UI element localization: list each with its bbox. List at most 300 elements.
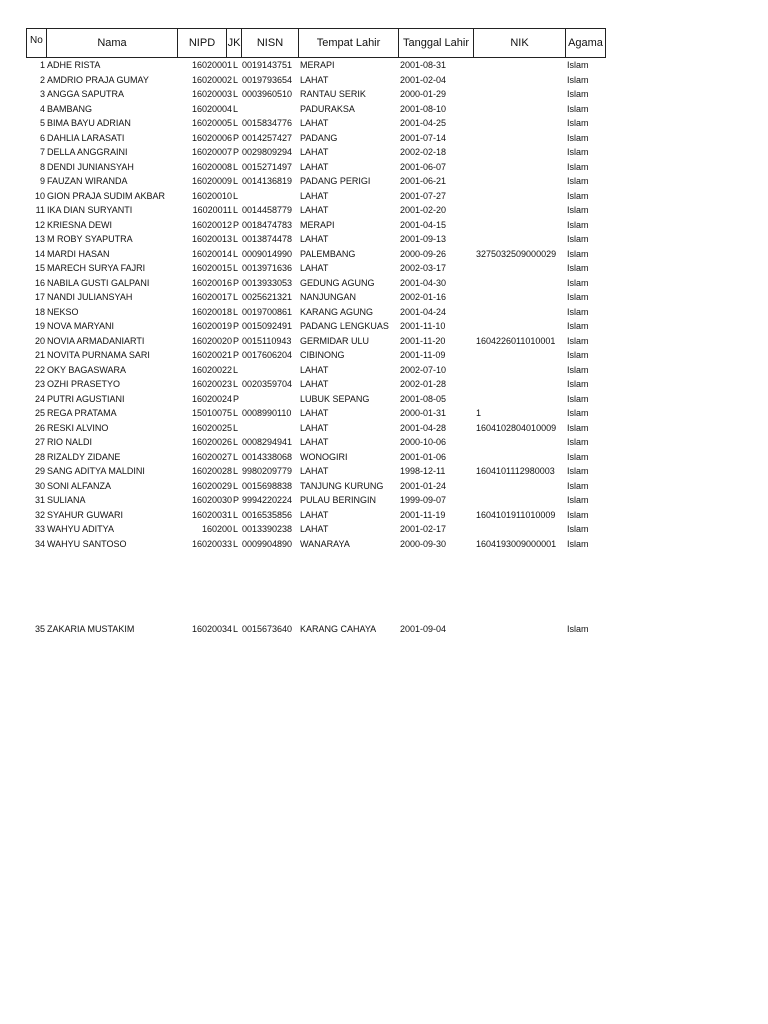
cell-no: 16 (34, 277, 45, 288)
cell-nik: 1604226011010001 (476, 335, 556, 346)
table-row (0, 508, 768, 522)
cell-agama: Islam (567, 263, 589, 273)
cell-nipd: 16020010 (191, 190, 232, 201)
cell-tanggal-lahir: 2001-09-13 (400, 234, 447, 244)
table-row (0, 363, 768, 377)
cell-nama: NEKSO (47, 306, 79, 317)
cell-jk: L (233, 205, 239, 215)
cell-tanggal-lahir: 2001-04-15 (400, 219, 447, 230)
cell-jk: L (233, 480, 239, 491)
cell-nama: SULIANA (47, 495, 86, 505)
cell-jk: L (233, 89, 239, 99)
cell-no: 7 (39, 147, 45, 157)
cell-jk: P (233, 147, 240, 157)
cell-nipd: 16020027 (191, 451, 232, 462)
cell-tanggal-lahir: 2001-08-05 (400, 393, 447, 404)
cell-nisn: 0018474783 (242, 219, 293, 230)
cell-nama: MARECH SURYA FAJRI (47, 263, 146, 273)
table-row (0, 116, 768, 130)
cell-agama: Islam (567, 379, 589, 389)
cell-agama: Islam (567, 624, 589, 634)
cell-nisn: 0014338068 (242, 451, 293, 462)
cell-jk: L (233, 74, 239, 85)
cell-tempat-lahir: MERAPI (300, 60, 335, 70)
table-row (0, 622, 768, 636)
cell-nisn: 0014458779 (242, 205, 293, 215)
cell-nisn: 0014136819 (242, 176, 293, 186)
cell-nisn: 0015110943 (242, 335, 292, 346)
cell-nisn: 0013933053 (242, 277, 293, 288)
cell-jk: L (233, 422, 239, 433)
table-row (0, 160, 768, 174)
cell-jk: L (233, 451, 239, 462)
table-row (0, 377, 768, 391)
cell-nik: 1604101112980003 (476, 466, 555, 476)
cell-nama: DELLA ANGGRAINI (47, 147, 128, 157)
header-agama: Agama (565, 28, 606, 58)
cell-nisn: 0020359704 (242, 379, 293, 389)
cell-agama: Islam (567, 480, 589, 491)
cell-no: 20 (34, 335, 45, 346)
cell-nama: SANG ADITYA MALDINI (47, 466, 145, 476)
cell-agama: Islam (567, 437, 589, 447)
cell-no: 28 (34, 451, 45, 462)
cell-tempat-lahir: GEDUNG AGUNG (300, 277, 375, 288)
cell-nama: WAHYU SANTOSO (47, 538, 127, 549)
cell-agama: Islam (567, 118, 589, 128)
cell-nipd: 16020022 (191, 364, 232, 375)
cell-tanggal-lahir: 2001-09-04 (400, 624, 447, 634)
cell-nama: ADHE RISTA (47, 60, 101, 70)
cell-jk: P (233, 335, 240, 346)
cell-agama: Islam (567, 248, 589, 259)
cell-jk: L (233, 292, 239, 302)
table-row (0, 174, 768, 188)
cell-jk: L (233, 176, 239, 186)
cell-agama: Islam (567, 132, 589, 143)
cell-tanggal-lahir: 2000-09-30 (400, 538, 447, 549)
cell-jk: P (233, 219, 240, 230)
table-row (0, 537, 768, 551)
cell-nipd: 16020005 (191, 118, 232, 128)
cell-nama: PUTRI AGUSTIANI (47, 393, 125, 404)
cell-jk: P (233, 132, 240, 143)
cell-no: 24 (34, 393, 45, 404)
cell-agama: Islam (567, 422, 589, 433)
cell-tempat-lahir: LAHAT (300, 408, 329, 418)
cell-jk: P (233, 350, 240, 360)
cell-tanggal-lahir: 2001-08-10 (400, 103, 447, 114)
table-row (0, 145, 768, 159)
cell-tempat-lahir: LAHAT (300, 509, 329, 520)
table-row (0, 131, 768, 145)
table-row (0, 334, 768, 348)
table-row (0, 58, 768, 72)
cell-tanggal-lahir: 2001-02-17 (400, 524, 447, 534)
cell-tanggal-lahir: 1998-12-11 (400, 466, 446, 476)
cell-nik: 1604102804010009 (476, 422, 557, 433)
cell-no: 35 (34, 624, 45, 634)
cell-nipd: 16020024 (191, 393, 232, 404)
cell-no: 19 (34, 321, 45, 331)
header-tempat-lahir: Tempat Lahir (298, 28, 399, 58)
cell-jk: L (233, 509, 239, 520)
cell-tanggal-lahir: 2002-03-17 (400, 263, 447, 273)
header-jk: JK (226, 28, 242, 58)
cell-tanggal-lahir: 2001-04-24 (400, 306, 447, 317)
table-row (0, 392, 768, 406)
cell-no: 15 (34, 263, 45, 273)
cell-tempat-lahir: LAHAT (300, 147, 329, 157)
cell-nipd: 16020021 (191, 350, 232, 360)
cell-nama: RIO NALDI (47, 437, 93, 447)
cell-agama: Islam (567, 147, 589, 157)
cell-tempat-lahir: RANTAU SERIK (300, 89, 366, 99)
cell-agama: Islam (567, 321, 589, 331)
header-tanggal-lahir: Tanggal Lahir (398, 28, 474, 58)
cell-agama: Islam (567, 292, 589, 302)
cell-jk: L (233, 538, 239, 549)
cell-tempat-lahir: PADANG (300, 132, 338, 143)
cell-nisn: 0009014990 (242, 248, 293, 259)
cell-nama: WAHYU ADITYA (47, 524, 115, 534)
cell-agama: Islam (567, 538, 589, 549)
header-nipd: NIPD (177, 28, 227, 58)
cell-tanggal-lahir: 2001-11-19 (400, 509, 446, 520)
cell-nama: NABILA GUSTI GALPANI (47, 277, 150, 288)
cell-jk: L (233, 248, 239, 259)
cell-nama: NOVITA PURNAMA SARI (47, 350, 150, 360)
cell-nama: SONI ALFANZA (47, 480, 112, 491)
table-row (0, 421, 768, 435)
cell-tanggal-lahir: 2001-04-25 (400, 118, 447, 128)
cell-jk: L (233, 190, 239, 201)
cell-nipd: 16020025 (191, 422, 232, 433)
cell-agama: Islam (567, 103, 589, 114)
cell-nisn: 0015698838 (242, 480, 293, 491)
cell-nipd: 16020008 (191, 161, 232, 172)
table-row (0, 493, 768, 507)
cell-nipd: 160200 (201, 524, 232, 534)
table-row (0, 305, 768, 319)
header-nik: NIK (473, 28, 566, 58)
cell-agama: Islam (567, 190, 589, 201)
cell-tempat-lahir: LAHAT (300, 422, 329, 433)
cell-tempat-lahir: TANJUNG KURUNG (300, 480, 384, 491)
cell-agama: Islam (567, 408, 589, 418)
cell-nipd: 16020012 (191, 219, 232, 230)
cell-no: 3 (39, 89, 45, 99)
cell-tempat-lahir: LAHAT (300, 466, 329, 476)
cell-nama: MARDI HASAN (47, 248, 110, 259)
cell-tempat-lahir: LAHAT (300, 234, 329, 244)
cell-tanggal-lahir: 2000-10-06 (400, 437, 447, 447)
cell-agama: Islam (567, 277, 589, 288)
cell-agama: Islam (567, 495, 589, 505)
table-row (0, 319, 768, 333)
cell-nisn: 0017606204 (242, 350, 293, 360)
cell-tanggal-lahir: 2001-06-07 (400, 161, 447, 172)
cell-tempat-lahir: LAHAT (300, 364, 329, 375)
cell-agama: Islam (567, 176, 589, 186)
cell-tempat-lahir: LAHAT (300, 205, 329, 215)
cell-nisn: 0013971636 (242, 263, 293, 273)
cell-tempat-lahir: LAHAT (300, 524, 329, 534)
cell-nipd: 16020009 (191, 176, 232, 186)
cell-jk: L (233, 379, 239, 389)
table-row (0, 189, 768, 203)
cell-tempat-lahir: WANARAYA (300, 538, 350, 549)
cell-nipd: 15010075 (191, 408, 232, 418)
cell-tempat-lahir: LAHAT (300, 263, 329, 273)
table-row (0, 73, 768, 87)
table-row (0, 522, 768, 536)
cell-nisn: 9980209779 (242, 466, 293, 476)
cell-nipd: 16020026 (191, 437, 232, 447)
cell-nisn: 0014257427 (242, 132, 293, 143)
cell-tempat-lahir: PALEMBANG (300, 248, 356, 259)
cell-nisn: 0016535856 (242, 509, 293, 520)
cell-tanggal-lahir: 2001-01-24 (400, 480, 447, 491)
cell-nik: 1604193009000001 (476, 538, 557, 549)
table-row (0, 87, 768, 101)
cell-jk: P (233, 393, 240, 404)
cell-agama: Islam (567, 161, 589, 172)
cell-nipd: 16020014 (191, 248, 232, 259)
cell-nisn: 0015092491 (242, 321, 293, 331)
header-nama: Nama (46, 28, 178, 58)
cell-tempat-lahir: GERMIDAR ULU (300, 335, 370, 346)
cell-tanggal-lahir: 2000-09-26 (400, 248, 447, 259)
cell-nipd: 16020002 (191, 74, 232, 85)
table-row (0, 232, 768, 246)
cell-nama: RESKI ALVINO (47, 422, 109, 433)
cell-tanggal-lahir: 2001-08-31 (400, 60, 447, 70)
cell-agama: Islam (567, 451, 589, 462)
cell-no: 18 (34, 306, 45, 317)
cell-nama: RIZALDY ZIDANE (47, 451, 121, 462)
cell-nipd: 16020034 (191, 624, 232, 634)
cell-no: 6 (39, 132, 45, 143)
cell-nama: ANGGA SAPUTRA (47, 89, 125, 99)
cell-jk: L (233, 118, 239, 128)
table-row (0, 406, 768, 420)
cell-nama: IKA DIAN SURYANTI (47, 205, 133, 215)
cell-tempat-lahir: CIBINONG (300, 350, 345, 360)
cell-nama: NANDI JULIANSYAH (47, 292, 133, 302)
cell-agama: Islam (567, 509, 589, 520)
cell-nisn: 0008990110 (242, 408, 292, 418)
cell-tanggal-lahir: 2000-01-31 (400, 408, 447, 418)
cell-nisn: 0015673640 (242, 624, 293, 634)
cell-no: 29 (34, 466, 45, 476)
cell-nama: OKY BAGASWARA (47, 364, 127, 375)
cell-tanggal-lahir: 1999-09-07 (400, 495, 447, 505)
cell-tempat-lahir: LAHAT (300, 74, 329, 85)
header-nisn: NISN (241, 28, 299, 58)
cell-jk: L (233, 466, 239, 476)
cell-tempat-lahir: PADANG LENGKUAS (300, 321, 389, 331)
cell-no: 4 (39, 103, 45, 114)
cell-tanggal-lahir: 2002-01-28 (400, 379, 447, 389)
cell-tanggal-lahir: 2002-01-16 (400, 292, 447, 302)
table-row (0, 348, 768, 362)
cell-nisn: 0013390238 (242, 524, 293, 534)
cell-tanggal-lahir: 2001-04-28 (400, 422, 447, 433)
table-row (0, 290, 768, 304)
cell-tanggal-lahir: 2001-02-04 (400, 74, 447, 85)
table-row (0, 435, 768, 449)
cell-tanggal-lahir: 2001-04-30 (400, 277, 447, 288)
cell-nisn: 0019793654 (242, 74, 293, 85)
cell-no: 23 (34, 379, 45, 389)
cell-agama: Islam (567, 466, 589, 476)
cell-tempat-lahir: LAHAT (300, 379, 329, 389)
cell-nisn: 0008294941 (242, 437, 293, 447)
cell-jk: L (233, 234, 239, 244)
cell-agama: Islam (567, 335, 589, 346)
cell-no: 13 (34, 234, 45, 244)
cell-tempat-lahir: NANJUNGAN (300, 292, 357, 302)
table-row (0, 102, 768, 116)
cell-tempat-lahir: WONOGIRI (300, 451, 348, 462)
table-row (0, 464, 768, 478)
cell-no: 22 (34, 364, 45, 375)
table-row (0, 247, 768, 261)
cell-nipd: 16020029 (191, 480, 232, 491)
cell-tempat-lahir: MERAPI (300, 219, 335, 230)
cell-no: 21 (34, 350, 45, 360)
cell-nama: M ROBY SYAPUTRA (47, 234, 133, 244)
cell-nipd: 16020033 (191, 538, 232, 549)
cell-no: 30 (34, 480, 45, 491)
cell-no: 12 (34, 219, 45, 230)
cell-nik: 1604101911010009 (476, 509, 556, 520)
cell-no: 5 (39, 118, 45, 128)
cell-nama: FAUZAN WIRANDA (47, 176, 128, 186)
cell-no: 1 (39, 60, 45, 70)
cell-agama: Islam (567, 205, 589, 215)
cell-nama: BIMA BAYU ADRIAN (47, 118, 131, 128)
cell-no: 33 (34, 524, 45, 534)
cell-no: 9 (39, 176, 45, 186)
cell-nik: 1 (476, 408, 482, 418)
cell-nik: 3275032509000029 (476, 248, 557, 259)
cell-tanggal-lahir: 2001-11-20 (400, 335, 446, 346)
cell-jk: L (233, 103, 239, 114)
cell-nisn: 0003960510 (242, 89, 293, 99)
cell-nisn: 0015834776 (242, 118, 293, 128)
cell-nipd: 16020003 (191, 89, 232, 99)
cell-jk: P (233, 321, 240, 331)
cell-jk: L (233, 624, 239, 634)
cell-nisn: 9994220224 (242, 495, 293, 505)
cell-nisn: 0015271497 (242, 161, 293, 172)
cell-nipd: 16020018 (191, 306, 232, 317)
cell-nama: NOVA MARYANI (47, 321, 115, 331)
cell-no: 2 (39, 74, 45, 85)
cell-no: 31 (34, 495, 45, 505)
cell-nipd: 16020030 (191, 495, 232, 505)
cell-agama: Islam (567, 350, 589, 360)
cell-nipd: 16020023 (191, 379, 232, 389)
cell-tempat-lahir: KARANG AGUNG (300, 306, 374, 317)
cell-agama: Islam (567, 524, 589, 534)
cell-tanggal-lahir: 2002-07-10 (400, 364, 447, 375)
cell-tanggal-lahir: 2001-06-21 (400, 176, 447, 186)
cell-tempat-lahir: PULAU BERINGIN (300, 495, 377, 505)
cell-no: 8 (39, 161, 45, 172)
cell-tempat-lahir: LAHAT (300, 190, 329, 201)
cell-nipd: 16020007 (191, 147, 232, 157)
cell-tanggal-lahir: 2001-11-09 (400, 350, 446, 360)
cell-jk: L (233, 60, 239, 70)
cell-jk: L (233, 161, 239, 172)
cell-nipd: 16020001 (191, 60, 232, 70)
table-row (0, 276, 768, 290)
cell-nipd: 16020020 (191, 335, 232, 346)
cell-nisn: 0013874478 (242, 234, 293, 244)
table-row (0, 203, 768, 217)
cell-nipd: 16020004 (191, 103, 232, 114)
cell-jk: L (233, 437, 239, 447)
header-no: No (26, 28, 47, 58)
cell-nama: AMDRIO PRAJA GUMAY (47, 74, 149, 85)
cell-tanggal-lahir: 2001-11-10 (400, 321, 446, 331)
cell-tanggal-lahir: 2001-02-20 (400, 205, 447, 215)
cell-nipd: 16020013 (191, 234, 232, 244)
cell-nipd: 16020028 (191, 466, 232, 476)
cell-nama: SYAHUR GUWARI (47, 509, 124, 520)
cell-agama: Islam (567, 89, 589, 99)
cell-nama: DENDI JUNIANSYAH (47, 161, 134, 172)
table-row (0, 218, 768, 232)
cell-tempat-lahir: LAHAT (300, 437, 329, 447)
cell-jk: L (233, 408, 239, 418)
cell-tempat-lahir: LAHAT (300, 161, 329, 172)
cell-jk: P (233, 277, 240, 288)
cell-agama: Islam (567, 74, 589, 85)
cell-nipd: 16020019 (191, 321, 232, 331)
cell-jk: L (233, 263, 239, 273)
cell-nisn: 0019700861 (242, 306, 293, 317)
cell-tanggal-lahir: 2001-07-27 (400, 190, 447, 201)
cell-tempat-lahir: KARANG CAHAYA (300, 624, 377, 634)
cell-nama: KRIESNA DEWI (47, 219, 113, 230)
cell-agama: Islam (567, 219, 589, 230)
cell-jk: L (233, 306, 239, 317)
cell-no: 34 (34, 538, 45, 549)
table-row (0, 261, 768, 275)
cell-tanggal-lahir: 2001-07-14 (400, 132, 447, 143)
cell-agama: Islam (567, 364, 589, 375)
cell-no: 32 (34, 509, 45, 520)
cell-tanggal-lahir: 2001-01-06 (400, 451, 447, 462)
cell-nama: REGA PRATAMA (47, 408, 117, 418)
cell-no: 11 (35, 205, 45, 215)
cell-tempat-lahir: PADURAKSA (300, 103, 355, 114)
cell-tempat-lahir: LAHAT (300, 118, 329, 128)
cell-jk: L (233, 524, 239, 534)
cell-nisn: 0029809294 (242, 147, 293, 157)
cell-nipd: 16020006 (191, 132, 232, 143)
cell-no: 14 (34, 248, 45, 259)
cell-agama: Islam (567, 393, 589, 404)
cell-nama: BAMBANG (47, 103, 93, 114)
cell-tanggal-lahir: 2000-01-29 (400, 89, 447, 99)
cell-nama: GION PRAJA SUDIM AKBAR (47, 190, 166, 201)
cell-no: 17 (34, 292, 45, 302)
